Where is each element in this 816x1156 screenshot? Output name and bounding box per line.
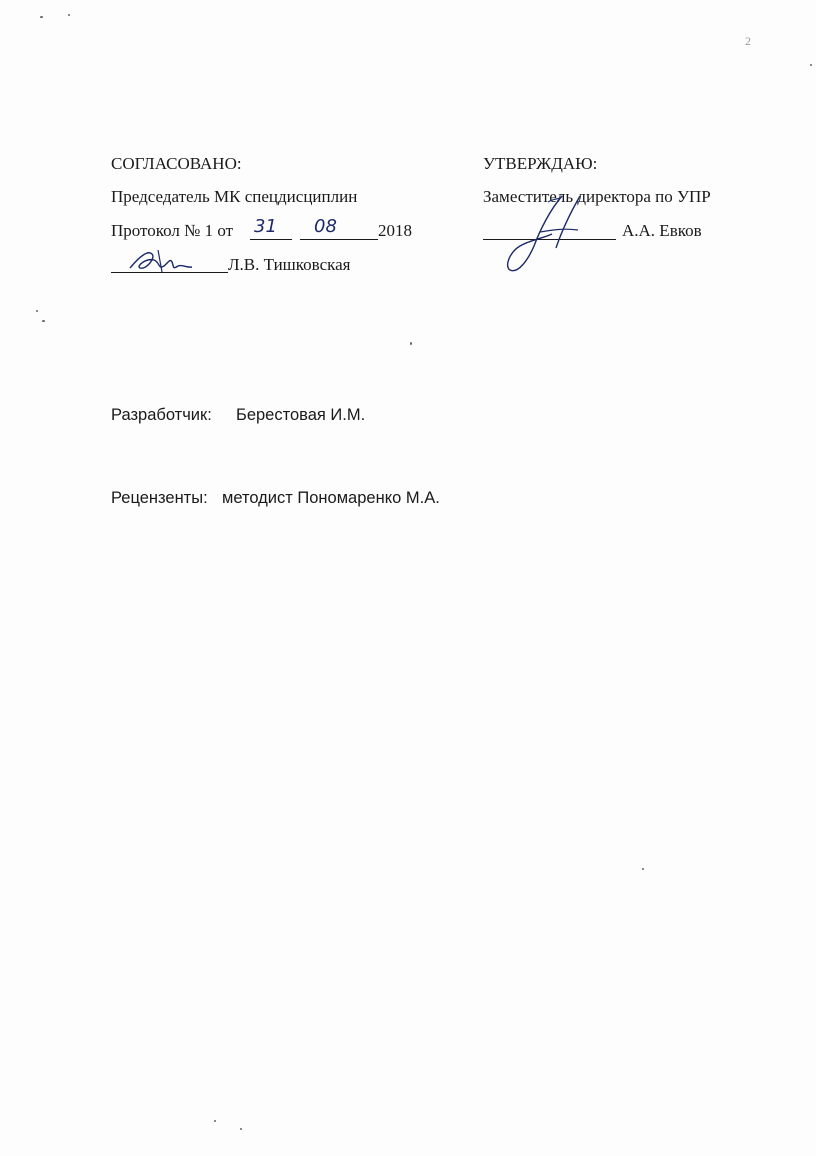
developer-label: Разработчик: <box>111 406 212 424</box>
agreed-heading: СОГЛАСОВАНО: <box>111 154 242 173</box>
reviewers-text: методист Пономаренко М.А. <box>222 489 440 507</box>
scan-speck <box>810 64 812 66</box>
scan-speck <box>42 320 45 322</box>
scan-speck <box>240 1128 242 1130</box>
protocol-year: 2018 <box>378 221 412 240</box>
reviewers-label: Рецензенты: <box>111 489 208 507</box>
protocol-day-line <box>250 239 292 240</box>
scan-speck <box>36 310 38 312</box>
deputy-director-position: Заместитель директора по УПР <box>483 187 711 206</box>
commission-chair: Председатель МК спецдисциплин <box>111 187 358 206</box>
scan-speck <box>68 14 70 16</box>
developer-name: Берестовая И.М. <box>236 406 366 424</box>
protocol-prefix: Протокол № 1 от <box>111 221 234 240</box>
right-signature <box>500 190 600 280</box>
left-signer-name: Л.В. Тишковская <box>228 255 351 274</box>
scan-speck <box>642 868 644 870</box>
scan-speck <box>410 342 412 345</box>
right-signer-name: А.А. Евков <box>622 221 702 240</box>
left-signature <box>128 246 198 276</box>
page-number: 2 <box>745 34 751 48</box>
protocol-day: 31 <box>254 216 277 237</box>
approve-heading: УТВЕРЖДАЮ: <box>483 154 598 173</box>
protocol-month: 08 <box>314 216 337 237</box>
scan-speck <box>214 1120 216 1122</box>
scan-speck <box>40 16 43 18</box>
protocol-month-line <box>300 239 378 240</box>
